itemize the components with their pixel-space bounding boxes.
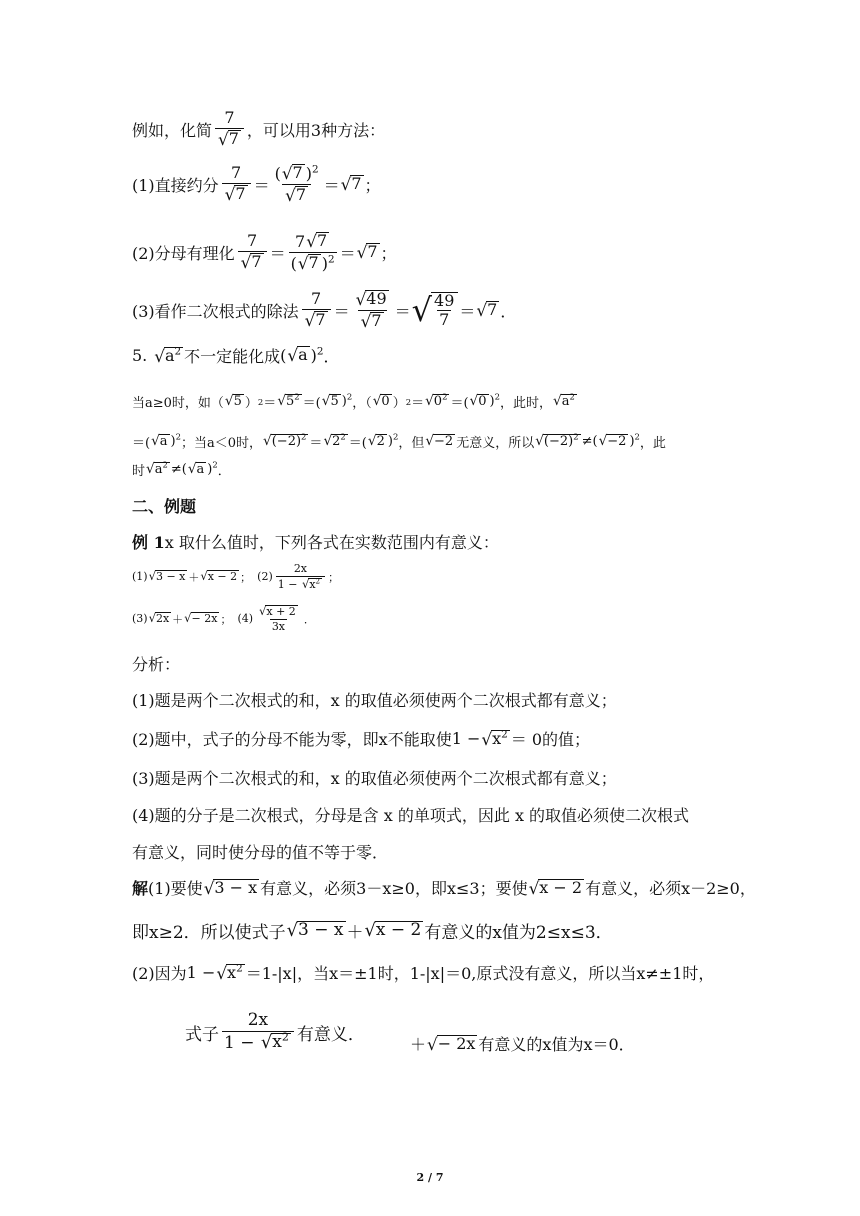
solution-s4-b: 有意义．	[296, 1024, 365, 1045]
m3-sqrt-frac: √ $\frac{49}{7}$	[412, 292, 459, 330]
analysis-l2-suffix: 的值；	[542, 730, 591, 749]
solution-line4: 式子 2x 1 − √ $x^2$ 有意义．	[185, 1010, 365, 1053]
solution-line2: 即x≥2．所以使式子 √ 3 − x ＋ √ x − 2 有意义的x值为2≤x≤3．	[132, 918, 613, 943]
solution-s1-b: 有意义，必须3－x≥0，即x≤3；要使	[260, 879, 528, 898]
solution-s2-a: 即x≥2．所以使式子	[132, 923, 286, 943]
solution-s1-a: (1)要使	[148, 879, 203, 898]
point5-prefix: 5.	[132, 346, 148, 365]
m2-frac-a: 7 √ 7	[238, 233, 267, 272]
explain-l1-prefix: 当a≥0时，如（	[132, 396, 224, 411]
explain-line1: 当a≥0时，如（ √ 5 ） 2 ＝ √ $5^2$ ＝( √ 5 )$^2$ ，（ √ 0 ） 2 ＝ √ $0^2$ ＝( √ 0 )$^2$ ，此时， √ $a^2$	[132, 391, 575, 411]
solution-s1-c: 有意义，必须x－2≥0，	[585, 879, 756, 898]
expr2-label: (2)	[257, 570, 273, 584]
example1-line	[132, 530, 499, 553]
fraction-7-over-sqrt7: 7 √ 7	[215, 110, 244, 149]
intro-line	[132, 110, 385, 149]
method3-label: (3)看作二次根式的除法	[132, 301, 299, 321]
analysis-line4: (4)题的分子是二次根式，分母是含 x 的单项式，因此 x 的取值必须使二次根式	[132, 806, 690, 825]
point5-line: 5. √ $a^2$ 不一定能化成 ( √ a )$^2$ ．	[132, 345, 340, 366]
solution-s4-a: 式子	[185, 1024, 219, 1045]
method2-label: (2)分母有理化	[132, 243, 235, 263]
expr1-label: (1)	[132, 570, 148, 584]
solution-label: 解	[132, 879, 149, 898]
solution-line1: 解 (1)要使 √ 3 − x 有意义，必须3－x≥0，即x≤3；要使 √ x − 2 有意义，必须x－2≥0，	[132, 877, 756, 898]
explain-l1-end: ，此时，	[499, 396, 552, 411]
m2-frac-b: 7 √ 7 ( √ 7 )$^2$	[290, 231, 335, 273]
method1-label: (1)直接约分	[132, 175, 219, 195]
method2-line: (2)分母有理化 7 √ 7 ＝ 7 √ 7 ( √ 7 )$^2$ ＝ √ 7 ；	[132, 231, 397, 273]
analysis-line3: (3)题是两个二次根式的和，x 的取值必须使两个二次根式都有意义；	[132, 769, 617, 788]
explain-l2-but: ，但	[398, 436, 425, 451]
exprs-row1: (1) √ 3 − x ＋ √ x − 2 ； (2) 2x 1 − √ $x^2$ ；	[132, 562, 340, 591]
m1-frac-a: 7 √ 7	[222, 165, 251, 204]
expr4-label: (4)	[237, 612, 254, 626]
explain-l2-mid: ；当a＜0时，	[181, 436, 263, 451]
explain-l1-mid: ，（	[352, 396, 372, 411]
exprs-row2: (3) √ 2x ＋ √ − 2x ； (4) √ x + 2 3x ．	[132, 604, 315, 633]
explain-line2: ＝( √ a )$^2$ ；当a＜0时， √ $(-2)^2$ ＝ √ $2^2$ ＝( √ 2 )$^2$ ，但 √ −2 无意义，所以 √ $(-2)^2$ ≠( √ −2 )$^2$ ，此	[132, 431, 666, 451]
explain-l3-end: ．	[217, 464, 231, 479]
analysis-line1: (1)题是两个二次根式的和，x 的取值必须使两个二次根式都有意义；	[132, 691, 617, 710]
example1-label: 例 1	[132, 533, 165, 552]
example1-text: x 取什么值时，下列各式在实数范围内有意义：	[164, 533, 499, 552]
explain-l3-prefix: 时	[132, 464, 146, 479]
expr1-sep: ；	[240, 570, 252, 584]
solution-line4-right: ＋ √ − 2x 有意义的x值为x＝0．	[410, 1033, 635, 1054]
analysis-line2: (2)题中，式子的分母不能为零，即x不能取使 1 − √ $x^2$ ＝ 0 的值；	[132, 728, 591, 749]
page-number: 2 / 7	[416, 1171, 444, 1184]
analysis-line5: 有意义，同时使分母的值不等于零．	[132, 843, 389, 862]
explain-line3: 时 √ $a^2$ ≠( √ a )$^2$ ．	[132, 459, 231, 479]
intro-suffix: ，可以用3种方法：	[246, 120, 386, 140]
solution-s3-b: ＝1-|x|，当x＝±1时，1-|x|＝0,原式没有意义，所以当x≠±1时，	[245, 964, 715, 983]
m3-frac-b: √ 49 √ 7	[355, 289, 387, 331]
point5-suffix: ．	[323, 347, 340, 366]
solution-s2-b: 有意义的x值为2≤x≤3．	[424, 923, 613, 943]
intro-prefix: 例如，化简	[132, 120, 213, 140]
m1-frac-b: ( √ 7 )$^2$ √ 7	[274, 163, 319, 205]
expr4-end: ．	[303, 612, 315, 626]
method3-line: (3)看作二次根式的除法 7 √ 7 ＝ √ 49 √ 7 ＝ √ $\frac{49}{7}$ ＝ √ 7 ．	[132, 289, 517, 331]
explain-l1-after5: ）	[244, 396, 258, 411]
solution-s3-a: (2)因为	[132, 964, 187, 983]
expr3-label: (3)	[132, 612, 148, 626]
explain-l1-after0: ）	[392, 396, 406, 411]
explain-l2-end: ，此	[639, 436, 666, 451]
point5-middle: 不一定能化成	[184, 347, 281, 366]
m3-frac-a: 7 √ 7	[302, 291, 331, 330]
solution-s4-right-b: 有意义的x值为x＝0．	[478, 1035, 635, 1054]
analysis-title: 分析：	[132, 655, 181, 674]
section-title: 二、例题	[132, 497, 197, 516]
analysis-l2-prefix: (2)题中，式子的分母不能为零，即x不能取使	[132, 730, 452, 749]
solution-line3: (2)因为 1 − √ $x^2$ ＝1-|x|，当x＝±1时，1-|x|＝0,原式没有意义，所以当x≠±1时，	[132, 962, 715, 983]
explain-l2-meaningless: 无意义，所以	[456, 436, 535, 451]
method1-line: (1)直接约分 7 √ 7 ＝ ( √ 7 )$^2$ √ 7 ＝ √ 7 ；	[132, 163, 381, 205]
